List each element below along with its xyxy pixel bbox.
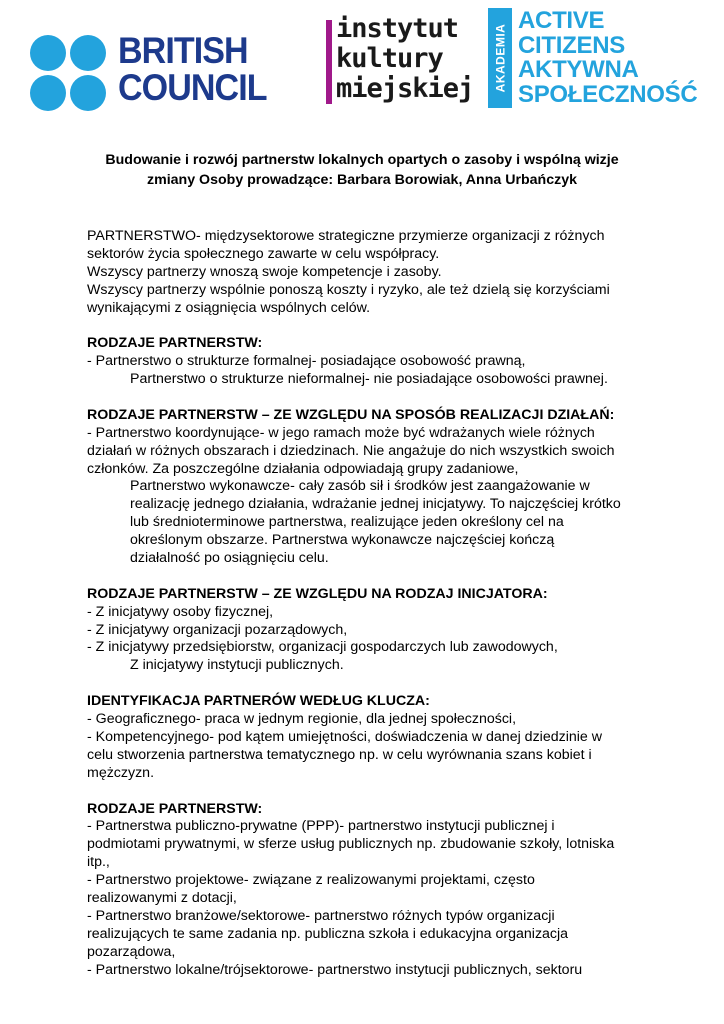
section [87, 317, 667, 389]
paragraph-line: celu stworzenia partnerstwa tematycznego np. w celu wyrównania szans kobiet i [87, 746, 592, 763]
section-gap [87, 783, 667, 801]
section-heading: RODZAJE PARTNERSTW – ZE WZGLĘDU NA SPOSÓB REALIZACJI DZIAŁAŃ: [87, 406, 615, 423]
section-gap [87, 317, 667, 335]
paragraph-line: pozarządowa, [87, 943, 176, 960]
indented-line: realizację jednego działania, wdrażanie jednej inicjatywy. To najczęściej krótko [130, 496, 621, 513]
section [87, 568, 667, 675]
paragraph-line: - Partnerstwo koordynujące- w jego ramach może być wdrażanych wiele różnych [87, 424, 595, 441]
british-council-wordmark [118, 32, 267, 106]
section [87, 783, 667, 980]
paragraph-line: - Z inicjatywy przedsiębiorstw, organizacji gospodarczych lub zawodowych, [87, 639, 558, 656]
indented-line: Partnerstwo wykonawcze- cały zasób sił i środków jest zaangażowanie w [130, 478, 590, 495]
active-citizens-line-3: AKTYWNA [518, 56, 639, 83]
paragraph-line: Wszyscy partnerzy wnoszą swoje kompetencje i zasoby. [87, 263, 442, 280]
section-gap [87, 389, 667, 407]
active-citizens-logo [488, 8, 720, 108]
instytut-accent-bar [326, 20, 332, 104]
paragraph-line: - Partnerstwo lokalne/trójsektorowe- partnerstwo instytucji publicznych, sektoru [87, 961, 583, 978]
document-body [87, 228, 667, 979]
british-council-logo [30, 32, 300, 112]
paragraph-line: działań w różnych obszarach i dziedzinach. Nie angażuje do nich wszystkich swoich [87, 442, 615, 459]
active-citizens-wordmark [518, 9, 697, 107]
british-council-dots-icon [30, 35, 106, 111]
paragraph-line: - Kompetencyjnego- pod kątem umiejętności, doświadczenia w danej dziedzinie w [87, 728, 602, 745]
indented-line: Partnerstwo o strukturze nieformalnej- nie posiadające osobowości prawnej. [130, 371, 608, 388]
section-heading: IDENTYFIKACJA PARTNERÓW WEDŁUG KLUCZA: [87, 693, 430, 710]
section-heading: RODZAJE PARTNERSTW: [87, 800, 263, 817]
paragraph-line: - Z inicjatywy osoby fizycznej, [87, 603, 274, 620]
section [87, 228, 667, 317]
paragraph-line: itp., [87, 854, 110, 871]
british-council-line-2: COUNCIL [118, 67, 267, 108]
paragraph-line: sektorów życia społecznego zawarte w celu współpracy. [87, 245, 440, 262]
title-line-1: Budowanie i rozwój partnerstw lokalnych opartych o zasoby i wspólną wizje [105, 152, 619, 168]
active-citizens-line-2: CITIZENS [518, 31, 625, 59]
paragraph-line: - Partnerstwa publiczno-prywatne (PPP)- partnerstwo instytucji publicznej i [87, 818, 555, 835]
instytut-line-2: kultury [336, 43, 443, 74]
title-line-2: zmiany Osoby prowadzące: Barbara Borowiak, Anna Urbańczyk [147, 172, 577, 188]
paragraph-line: - Partnerstwo o strukturze formalnej- posiadające osobowość prawną, [87, 353, 526, 370]
instytut-kultury-miejskiej-logo [326, 14, 476, 109]
section-gap [87, 568, 667, 586]
section [87, 389, 667, 568]
indented-line: działalność po osiągnięciu celu. [130, 550, 329, 567]
paragraph-line: wynikającymi z osiągnięcia wspólnych celów. [87, 299, 371, 316]
paragraph-line: - Partnerstwo projektowe- związane z realizowanymi projektami, często [87, 872, 535, 889]
paragraph-line: Wszyscy partnerzy wspólnie ponoszą koszty i ryzyko, ale też dzielą się korzyściami [87, 281, 610, 298]
section [87, 675, 667, 782]
paragraph-line: - Geograficznego- praca w jednym regionie, dla jednej społeczności, [87, 711, 517, 728]
instytut-wordmark [336, 14, 473, 104]
section-gap [87, 675, 667, 693]
section-heading: RODZAJE PARTNERSTW – ZE WZGLĘDU NA RODZAJ INICJATORA: [87, 585, 548, 602]
indented-line: określonym obszarze. Partnerstwa wykonawcze najczęściej kończą [130, 532, 555, 549]
british-council-line-1: BRITISH [118, 30, 248, 71]
paragraph-line: mężczyzn. [87, 764, 155, 781]
paragraph-line: realizowanymi z dotacji, [87, 889, 237, 906]
indented-line: lub średnioterminowe partnerstwa, realizujące jeden określony cel na [130, 514, 564, 531]
paragraph-line: - Partnerstwo branżowe/sektorowe- partnerstwo różnych typów organizacji [87, 907, 555, 924]
paragraph-line: - Z inicjatywy organizacji pozarządowych, [87, 621, 348, 638]
paragraph-line: członków. Za poszczególne działania odpowiadają grupy zadaniowe, [87, 460, 519, 477]
instytut-line-1: instytut [336, 13, 459, 44]
instytut-line-3: miejskiej [336, 73, 474, 104]
active-citizens-line-1: ACTIVE [518, 7, 605, 34]
indented-line: Z inicjatywy instytucji publicznych. [130, 657, 344, 674]
paragraph-line: PARTNERSTWO- międzysektorowe strategiczne przymierze organizacji z różnych [87, 228, 605, 244]
paragraph-line: podmiotami prywatnymi, w sferze usług publicznych np. zbudowanie szkoły, lotniska [87, 836, 615, 853]
active-citizens-line-4: SPOŁECZNOŚĆ [518, 80, 698, 108]
section-heading: RODZAJE PARTNERSTW: [87, 335, 263, 352]
akademia-label: AKADEMIA [493, 23, 508, 93]
paragraph-line: realizujących te same zadania np. publiczna szkoła i edukacyjna organizacja [87, 925, 569, 942]
document-title [60, 150, 664, 190]
header-logos [0, 0, 724, 120]
